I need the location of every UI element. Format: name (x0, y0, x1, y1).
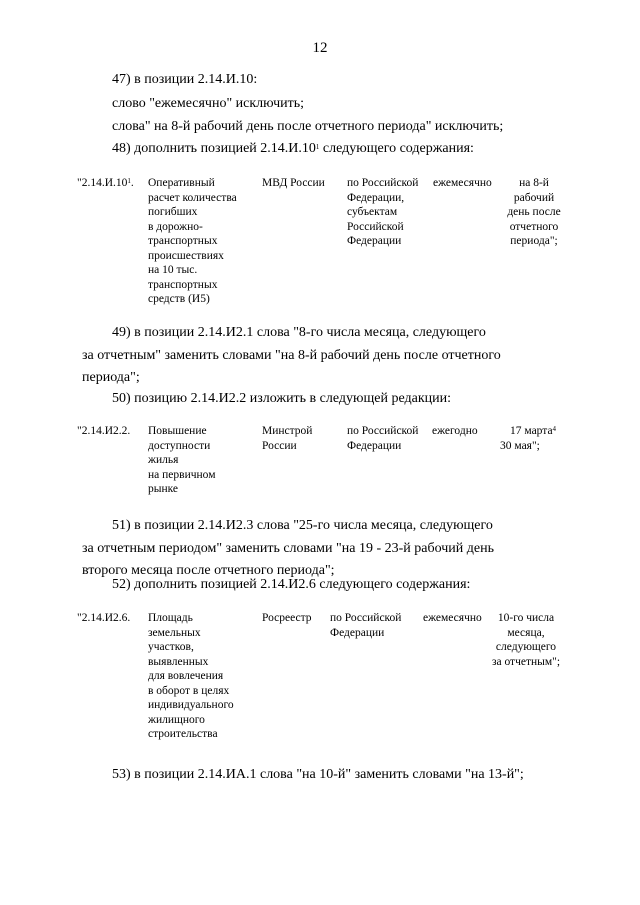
agency-line: Росреестр (262, 612, 312, 624)
deadline-line: месяца, (507, 626, 545, 639)
deadline-line: день после (507, 206, 561, 218)
level-line: Российской (347, 220, 404, 233)
level-line: по Российской (347, 177, 419, 189)
agency-line: России (262, 439, 297, 452)
name-line: участков, (148, 641, 194, 653)
name-line: на 10 тыс. (148, 264, 198, 276)
item-51-line-2: за отчетным периодом" заменить словами "на 19 - 23-й рабочий день (82, 541, 494, 556)
name-line: в оборот в целях (148, 684, 230, 697)
row-level (347, 176, 432, 249)
row-level (347, 424, 432, 453)
row-code-superscript: 1 (127, 177, 131, 185)
name-line: Оперативный (148, 177, 215, 189)
item-49-line-1: 49) в позиции 2.14.И2.1 слова "8-го числа месяца, следующего (112, 325, 486, 340)
row-agency (262, 424, 342, 453)
name-line: для вовлечения (148, 670, 224, 682)
name-line: погибших (148, 206, 198, 218)
name-line: транспортных (148, 235, 218, 247)
level-line: Федерации (347, 439, 402, 452)
name-line: доступности (148, 439, 211, 452)
deadline-line: на 8-й (519, 177, 549, 189)
deadline-superscript: 4 (552, 425, 557, 433)
level-line: по Российской (330, 612, 402, 624)
deadline-line: периода"; (510, 235, 558, 247)
name-line: расчет количества (148, 191, 237, 204)
item-48-text-after: следующего содержания: (319, 141, 474, 156)
page-number: 12 (312, 40, 328, 56)
deadline-line: рабочий (513, 191, 555, 204)
name-line: выявленных (148, 655, 209, 668)
level-line: Федерации (347, 235, 402, 247)
deadline-line: 30 мая"; (500, 439, 540, 452)
name-line: средств (И5) (148, 293, 210, 305)
row-code-end: . (130, 177, 134, 189)
row-frequency: ежемесячно (433, 177, 492, 189)
row-deadline (496, 424, 572, 453)
row-indicator-name (148, 176, 258, 307)
deadline-line: 10-го числа (497, 612, 555, 624)
name-line: происшествиях (148, 249, 224, 262)
level-line: субъектам (347, 206, 398, 218)
agency-line: Минстрой (262, 425, 313, 437)
name-line: в дорожно- (148, 220, 203, 233)
deadline-line (496, 424, 572, 439)
name-line: индивидуального (148, 699, 234, 711)
name-line: рынке (148, 483, 179, 495)
name-line: Площадь (148, 612, 193, 624)
row-indicator-name (148, 611, 258, 742)
name-line: жилья (148, 454, 179, 466)
row-code-text: "2.14.И.10 (77, 177, 128, 189)
row-code (77, 176, 147, 191)
item-47-heading: 47) в позиции 2.14.И.10: (112, 72, 258, 87)
level-line: Федерации (330, 626, 385, 639)
row-code: "2.14.И2.2. (77, 425, 131, 437)
row-code: "2.14.И2.6. (77, 612, 131, 624)
name-line: на первичном (148, 468, 216, 481)
name-line: Повышение (148, 425, 207, 437)
item-48-superscript: 1 (315, 143, 320, 151)
item-51-line-3: второго месяца после отчетного периода"; (82, 563, 335, 578)
name-line: жилищного (148, 713, 205, 726)
level-line: по Российской (347, 425, 419, 437)
deadline-line: за отчетным"; (491, 655, 561, 668)
row-deadline (496, 176, 572, 249)
item-51-line-1: 51) в позиции 2.14.И2.3 слова "25-го числа месяца, следующего (112, 518, 493, 533)
item-49-line-3: периода"; (82, 370, 140, 385)
agency-line: МВД России (262, 177, 325, 189)
row-frequency: ежегодно (432, 425, 478, 437)
item-48-text-before: 48) дополнить позицией 2.14.И.10 (112, 141, 316, 156)
deadline-line: следующего (495, 641, 557, 653)
name-line: земельных (148, 626, 201, 639)
item-53-text: 53) в позиции 2.14.ИА.1 слова "на 10-й" заменить словами "на 13-й"; (112, 767, 524, 782)
row-indicator-name (148, 424, 258, 497)
name-line: транспортных (148, 278, 218, 291)
item-49-line-2: за отчетным" заменить словами "на 8-й рабочий день после отчетного (82, 348, 501, 363)
deadline-text: 17 марта (510, 425, 553, 437)
row-level (330, 611, 415, 640)
item-47-line-1: слово "ежемесячно" исключить; (112, 96, 305, 111)
row-agency (262, 176, 342, 191)
row-frequency: ежемесячно (423, 612, 482, 624)
item-50-text: 50) позицию 2.14.И2.2 изложить в следующей редакции: (112, 391, 452, 406)
item-48-text (82, 139, 597, 159)
row-deadline (488, 611, 564, 669)
item-52-text: 52) дополнить позицией 2.14.И2.6 следующего содержания: (112, 577, 471, 592)
level-line: Федерации, (347, 191, 405, 204)
item-47-line-2: слова" на 8-й рабочий день после отчетного периода" исключить; (112, 119, 504, 134)
deadline-line: отчетного (509, 220, 559, 233)
name-line: строительства (148, 728, 218, 740)
